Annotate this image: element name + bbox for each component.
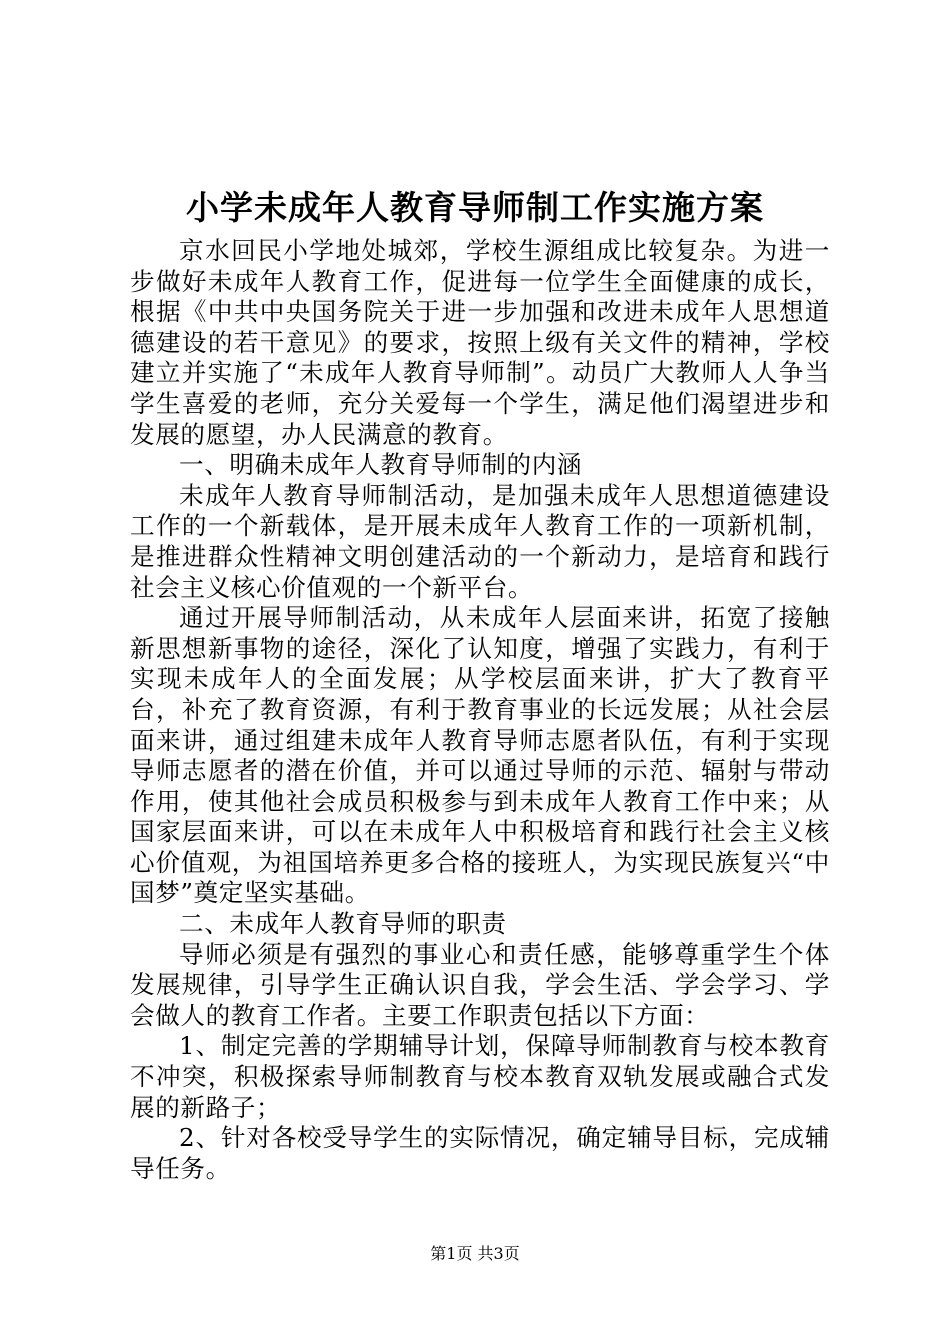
page-number-footer: 第1页 共3页	[430, 1244, 520, 1263]
section-heading-2: 二、未成年人教育导师的职责	[179, 909, 507, 939]
list-item: 1、制定完善的学期辅导计划，保障导师制教育与校本教育不冲突，积极探索导师制教育与校本教育双轨发展或融合式发展的新路子；	[130, 1031, 830, 1122]
document-body	[130, 236, 830, 1184]
body-paragraph: 导师必须是有强烈的事业心和责任感，能够尊重学生个体发展规律，引导学生正确认识自我，学会生活、学会学习、学会做人的教育工作者。主要工作职责包括以下方面：	[130, 939, 830, 1030]
section-heading-1: 一、明确未成年人教育导师制的内涵	[179, 450, 583, 480]
body-paragraph: 未成年人教育导师制活动，是加强未成年人思想道德建设工作的一个新载体，是开展未成年人教育工作的一项新机制，是推进群众性精神文明创建活动的一个新动力，是培育和践行社会主义核心价值观的一个新平台。	[130, 480, 830, 602]
body-paragraph: 通过开展导师制活动，从未成年人层面来讲，拓宽了接触新思想新事物的途径，深化了认知度，增强了实践力，有利于实现未成年人的全面发展；从学校层面来讲，扩大了教育平台，补充了教育资源，有利于教育事业的长远发展；从社会层面来讲，通过组建未成年人教育导师志愿者队伍，有利于实现导师志愿者的潜在价值，并可以通过导师的示范、辐射与带动作用，使其他社会成员积极参与到未成年人教育工作中来；从国家层面来讲，可以在未成年人中积极培育和践行社会主义核心价值观，为祖国培养更多合格的接班人，为实现民族复兴“中国梦”奠定坚实基础。	[130, 603, 830, 908]
intro-paragraph: 京水回民小学地处城郊，学校生源组成比较复杂。为进一步做好未成年人教育工作，促进每一位学生全面健康的成长，根据《中共中央国务院关于进一步加强和改进未成年人思想道德建设的若干意见》的要求，按照上级有关文件的精神，学校建立并实施了“未成年人教育导师制”。动员广大教师人人争当学生喜爱的老师，充分关爱每一个学生，满足他们渴望进步和发展的愿望，办人民满意的教育。	[130, 236, 830, 449]
document-title: 小学未成年人教育导师制工作实施方案	[186, 188, 764, 227]
list-item: 2、针对各校受导学生的实际情况，确定辅导目标，完成辅导任务。	[130, 1123, 830, 1183]
